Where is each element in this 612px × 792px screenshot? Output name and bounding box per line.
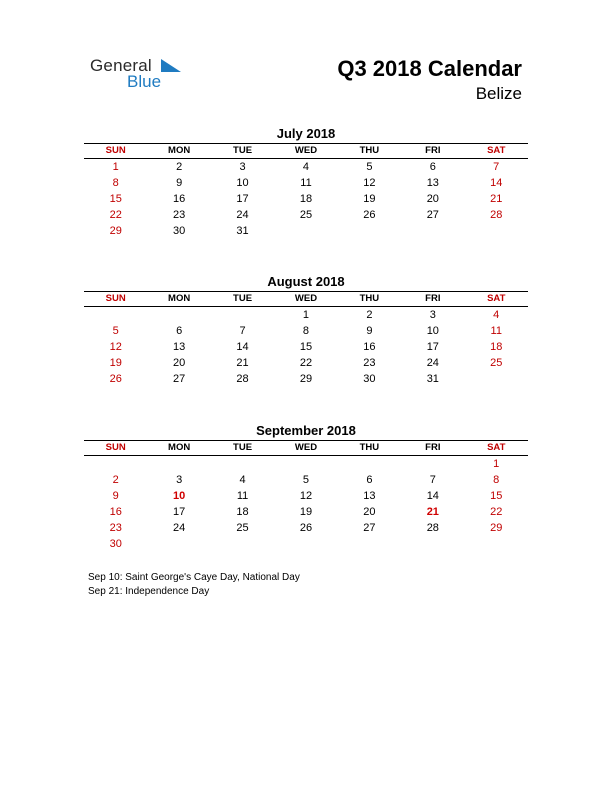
day-cell: 22 [109, 209, 122, 221]
day-cell: 30 [173, 225, 186, 237]
week-row [84, 207, 528, 223]
day-cell: 21 [236, 357, 249, 369]
month-title: September 2018 [256, 423, 356, 438]
day-cell: 4 [239, 474, 246, 486]
country-name: Belize [475, 84, 522, 103]
day-cell: 10 [426, 325, 439, 337]
day-cell: 20 [426, 193, 439, 205]
weekday-label: SUN [105, 293, 126, 304]
day-cell: 25 [236, 522, 249, 534]
day-cell: 22 [490, 506, 503, 518]
day-cell: 18 [236, 506, 249, 518]
empty-day-cell [84, 307, 147, 323]
empty-day-cell [401, 536, 464, 552]
empty-day-cell [338, 536, 401, 552]
month-title: August 2018 [267, 274, 345, 289]
day-cell: 27 [426, 209, 439, 221]
empty-day-cell [274, 223, 337, 239]
day-cell: 23 [363, 357, 376, 369]
day-cell: 6 [366, 474, 373, 486]
month-block [84, 422, 528, 552]
day-cell: 8 [302, 325, 310, 337]
day-cell: 14 [236, 341, 249, 353]
day-cell: 28 [426, 522, 439, 534]
day-cell: 10 [173, 490, 186, 502]
day-cell: 28 [490, 209, 503, 221]
week-row [84, 504, 528, 520]
logo-text-blue: Blue [127, 72, 162, 91]
day-cell: 4 [302, 161, 310, 173]
day-cell: 21 [490, 193, 503, 205]
empty-day-cell [401, 223, 464, 239]
day-cell: 12 [109, 341, 122, 353]
empty-day-cell [338, 223, 401, 239]
day-cell: 28 [236, 373, 249, 385]
day-cell: 15 [490, 490, 503, 502]
day-cell: 24 [236, 209, 249, 221]
day-cell: 20 [173, 357, 186, 369]
day-cell: 29 [109, 225, 122, 237]
day-cell: 17 [236, 193, 249, 205]
weekday-header [84, 440, 528, 456]
day-cell: 18 [490, 341, 503, 353]
weekday-label: FRI [425, 442, 441, 453]
day-cell: 6 [429, 161, 436, 173]
week-row [84, 223, 528, 239]
weekday-label: THU [359, 145, 380, 156]
week-row [84, 520, 528, 536]
day-cell: 19 [109, 357, 122, 369]
day-cell: 21 [426, 506, 439, 518]
empty-day-cell [211, 536, 274, 552]
day-cell: 27 [363, 522, 376, 534]
day-cell: 16 [173, 193, 186, 205]
day-cell: 3 [176, 474, 183, 486]
day-cell: 8 [112, 177, 119, 189]
day-cell: 7 [429, 474, 436, 486]
day-cell: 4 [493, 309, 500, 321]
weekday-label: MON [168, 442, 191, 453]
day-cell: 25 [490, 357, 503, 369]
empty-day-cell [338, 456, 401, 472]
empty-day-cell [465, 223, 528, 239]
weekday-label: WED [294, 442, 318, 453]
empty-day-cell [84, 456, 147, 472]
empty-day-cell [211, 307, 274, 323]
empty-day-cell [211, 456, 274, 472]
page-title: Q3 2018 Calendar [337, 56, 522, 81]
day-cell: 3 [239, 161, 246, 173]
weekday-header [84, 143, 528, 159]
day-cell: 14 [426, 490, 439, 502]
week-row [84, 159, 528, 175]
weekday-label: SAT [487, 442, 506, 453]
day-cell: 6 [176, 325, 183, 337]
day-cell: 18 [299, 193, 313, 205]
weekday-label: FRI [425, 145, 441, 156]
week-row [84, 536, 528, 552]
day-cell: 9 [112, 490, 119, 502]
day-cell: 23 [173, 209, 186, 221]
weekday-label: MON [168, 293, 191, 304]
weekday-label: SAT [487, 293, 506, 304]
day-cell: 29 [490, 522, 503, 534]
day-cell: 9 [366, 325, 373, 337]
day-cell: 14 [490, 177, 503, 189]
empty-day-cell [147, 456, 210, 472]
day-cell: 8 [493, 474, 500, 486]
day-cell: 7 [493, 161, 500, 173]
day-cell: 31 [236, 225, 249, 237]
weekday-label: MON [168, 145, 191, 156]
weekday-label: FRI [425, 293, 441, 304]
week-row [84, 371, 528, 387]
day-cell: 19 [363, 193, 376, 205]
day-cell: 13 [173, 341, 186, 353]
holiday-list [88, 571, 300, 599]
day-cell: 26 [109, 373, 122, 385]
week-row [84, 355, 528, 371]
day-cell: 17 [173, 506, 186, 518]
day-cell: 7 [239, 325, 246, 337]
weekday-label: WED [294, 145, 318, 156]
holiday-note: Sep 10: Saint George's Caye Day, National Day [88, 572, 300, 583]
week-row [84, 323, 528, 339]
day-cell: 2 [176, 161, 183, 173]
empty-day-cell [401, 456, 464, 472]
day-cell: 20 [363, 506, 376, 518]
weekday-label: WED [294, 293, 318, 304]
day-cell: 1 [493, 458, 500, 470]
day-cell: 19 [299, 506, 313, 518]
day-cell: 11 [490, 325, 502, 337]
week-row [84, 456, 528, 472]
day-cell: 11 [236, 490, 249, 502]
empty-day-cell [465, 536, 528, 552]
day-cell: 10 [236, 177, 249, 189]
day-cell: 31 [426, 373, 439, 385]
day-cell: 11 [300, 177, 312, 189]
week-row [84, 191, 528, 207]
day-cell: 25 [299, 209, 313, 221]
week-row [84, 175, 528, 191]
day-cell: 24 [173, 522, 186, 534]
day-cell: 12 [299, 490, 313, 502]
day-cell: 16 [109, 506, 122, 518]
empty-day-cell [465, 371, 528, 387]
month-block [84, 273, 528, 387]
logo [90, 56, 190, 96]
day-cell: 13 [363, 490, 376, 502]
day-cell: 5 [366, 161, 373, 173]
day-cell: 1 [112, 161, 119, 173]
day-cell: 22 [299, 357, 313, 369]
month-title: July 2018 [276, 126, 336, 141]
empty-day-cell [274, 536, 337, 552]
day-cell: 12 [363, 177, 376, 189]
day-cell: 27 [173, 373, 186, 385]
week-row [84, 472, 528, 488]
day-cell: 15 [109, 193, 122, 205]
empty-day-cell [147, 536, 210, 552]
day-cell: 5 [112, 325, 119, 337]
day-cell: 26 [299, 522, 313, 534]
week-row [84, 339, 528, 355]
day-cell: 23 [109, 522, 122, 534]
empty-day-cell [274, 456, 337, 472]
holiday-note: Sep 21: Independence Day [88, 586, 210, 597]
logo-flag-icon [161, 59, 181, 73]
weekday-label: SUN [105, 145, 126, 156]
weekday-label: SAT [487, 145, 506, 156]
day-cell: 2 [112, 474, 119, 486]
day-cell: 1 [302, 309, 310, 321]
day-cell: 2 [366, 309, 373, 321]
day-cell: 24 [426, 357, 439, 369]
weekday-label: SUN [105, 442, 126, 453]
weekday-label: TUE [233, 293, 253, 304]
weekday-label: THU [359, 293, 380, 304]
day-cell: 13 [426, 177, 439, 189]
month-block [84, 125, 528, 239]
day-cell: 30 [363, 373, 376, 385]
weekday-header [84, 291, 528, 307]
week-row [84, 307, 528, 323]
day-cell: 16 [363, 341, 376, 353]
day-cell: 26 [363, 209, 376, 221]
weekday-label: TUE [233, 442, 253, 453]
day-cell: 5 [302, 474, 310, 486]
day-cell: 3 [429, 309, 436, 321]
weekday-label: THU [359, 442, 380, 453]
day-cell: 17 [426, 341, 439, 353]
day-cell: 30 [109, 538, 122, 550]
day-cell: 9 [176, 177, 183, 189]
logo-text-general: General [90, 56, 152, 75]
empty-day-cell [147, 307, 210, 323]
day-cell: 29 [299, 373, 313, 385]
day-cell: 15 [299, 341, 313, 353]
weekday-label: TUE [233, 145, 253, 156]
week-row [84, 488, 528, 504]
